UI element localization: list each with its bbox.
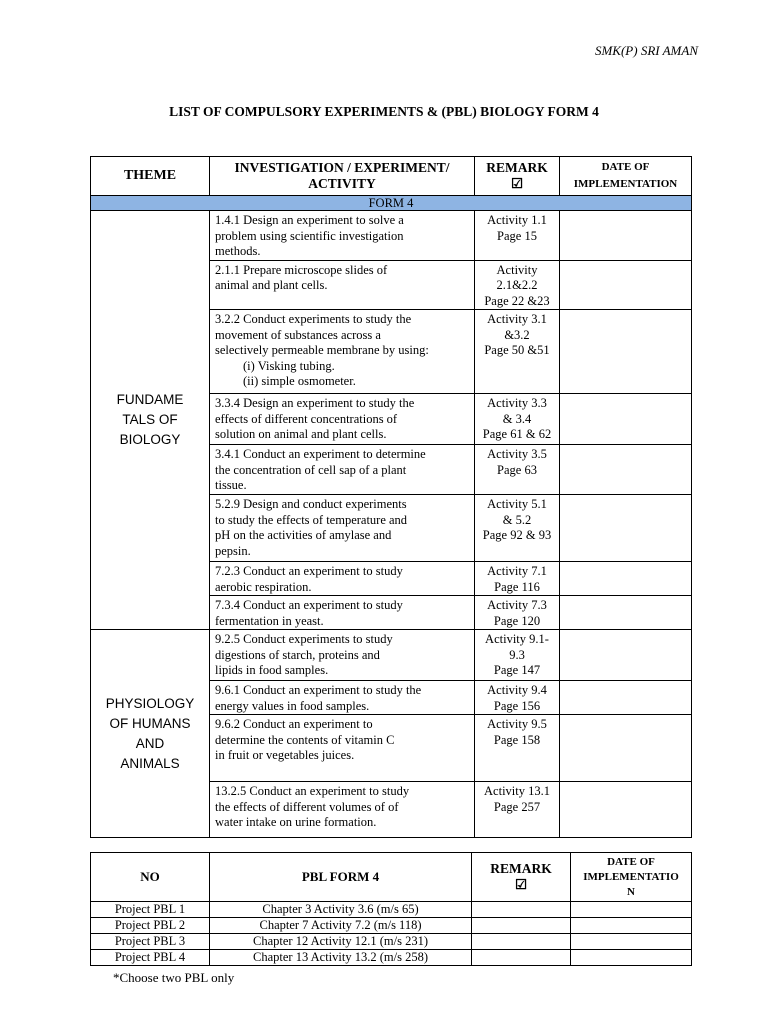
experiment-row — [91, 630, 692, 681]
document-title: LIST OF COMPULSORY EXPERIMENTS & (PBL) BIOLOGY FORM 4 — [169, 104, 599, 119]
investigation-line: 3.4.1 Conduct an experiment to determine — [215, 447, 426, 461]
date-header-line: IMPLEMENTATIO — [583, 870, 679, 883]
theme-header: THEME — [91, 157, 210, 196]
investigation-line: 9.2.5 Conduct experiments to study — [215, 632, 393, 646]
pbl-no-cell: Project PBL 2 — [91, 918, 210, 934]
investigation-cell — [210, 715, 475, 782]
school-name: SMK(P) SRI AMAN — [594, 43, 698, 58]
investigation-header-line: INVESTIGATION / EXPERIMENT/ — [234, 160, 450, 175]
date-header-line: IMPLEMENTATION — [573, 178, 678, 190]
experiments-table — [90, 156, 692, 838]
form-label: FORM 4 — [91, 196, 692, 211]
investigation-cell — [210, 260, 475, 310]
pbl-desc-cell: Chapter 3 Activity 3.6 (m/s 65) — [210, 902, 472, 918]
remark-line: Activity — [496, 262, 538, 277]
investigation-line: 9.6.2 Conduct an experiment to — [215, 717, 373, 731]
pbl-no-cell: Project PBL 1 — [91, 902, 210, 918]
pbl-row — [91, 934, 692, 950]
remark-line: Page 63 — [497, 462, 537, 477]
remark-line: Activity 7.1 — [487, 564, 547, 578]
date-cell[interactable] — [560, 394, 692, 445]
date-cell[interactable] — [560, 681, 692, 715]
theme-cell — [91, 211, 210, 630]
remark-line: Page 22 &23 — [484, 293, 550, 308]
investigation-cell — [210, 394, 475, 445]
pbl-no-cell: Project PBL 4 — [91, 950, 210, 966]
investigation-line: selectively permeable membrane by using: — [215, 343, 429, 357]
remark-line: Page 120 — [493, 613, 541, 628]
remark-line: Activity 3.5 — [487, 447, 547, 461]
remark-line: Activity 9.1- — [485, 632, 549, 646]
date-header-line: N — [627, 885, 635, 898]
pbl-desc-cell: Chapter 13 Activity 13.2 (m/s 258) — [210, 950, 472, 966]
remark-line: Activity 1.1 — [487, 213, 547, 227]
theme-line: FUNDAME — [116, 392, 184, 407]
investigation-line: determine the contents of vitamin C — [215, 732, 395, 747]
date-cell[interactable] — [560, 495, 692, 562]
remark-header-label: REMARK — [486, 160, 548, 175]
pbl-date-cell[interactable] — [571, 918, 692, 934]
investigation-subitem: (i) Visking tubing. — [243, 358, 335, 373]
investigation-cell — [210, 562, 475, 596]
pbl-row — [91, 902, 692, 918]
remark-line: Page 92 & 93 — [482, 528, 552, 542]
investigation-line: 7.2.3 Conduct an experiment to study — [215, 564, 403, 578]
checkbox-icon: ☑ — [514, 877, 528, 892]
pbl-date-cell[interactable] — [571, 902, 692, 918]
investigation-line: movement of substances across a — [215, 327, 381, 342]
pbl-row — [91, 918, 692, 934]
theme-line: OF HUMANS — [109, 715, 191, 731]
checkbox-icon: ☑ — [510, 176, 524, 191]
remark-cell — [475, 211, 560, 261]
investigation-subitem: (ii) simple osmometer. — [243, 374, 356, 388]
investigation-line: tissue. — [215, 478, 247, 492]
remark-cell — [475, 562, 560, 596]
pbl-row — [91, 950, 692, 966]
investigation-cell — [210, 782, 475, 838]
theme-line: TALS OF — [122, 412, 178, 427]
remark-header-label: REMARK — [490, 861, 552, 876]
remark-cell — [475, 445, 560, 495]
investigation-line: energy values in food samples. — [215, 698, 370, 713]
investigation-line: 5.2.9 Design and conduct experiments — [215, 497, 407, 511]
pbl-date-cell[interactable] — [571, 934, 692, 950]
remark-cell — [475, 495, 560, 562]
date-cell[interactable] — [560, 445, 692, 495]
investigation-line: lipids in food samples. — [215, 663, 329, 677]
pbl-desc-cell: Chapter 12 Activity 12.1 (m/s 231) — [210, 934, 472, 950]
remark-line: &3.2 — [504, 327, 530, 342]
investigation-line: pepsin. — [215, 543, 251, 558]
investigation-cell — [210, 211, 475, 261]
investigation-line: animal and plant cells. — [215, 278, 328, 292]
remark-line: Activity 9.4 — [487, 683, 547, 697]
investigation-line: fermentation in yeast. — [215, 613, 324, 628]
pbl-remark-header — [472, 853, 571, 902]
investigation-line: 2.1.1 Prepare microscope slides of — [215, 262, 388, 277]
date-header — [560, 157, 692, 196]
pbl-remark-cell[interactable] — [472, 902, 571, 918]
pbl-desc-cell: Chapter 7 Activity 7.2 (m/s 118) — [210, 918, 472, 934]
investigation-line: solution on animal and plant cells. — [215, 427, 387, 441]
investigation-line: problem using scientific investigation — [215, 228, 404, 243]
investigation-line: the effects of different volumes of of — [215, 799, 399, 814]
investigation-line: 7.3.4 Conduct an experiment to study — [215, 598, 403, 612]
remark-cell — [475, 715, 560, 782]
remark-line: Page 61 & 62 — [482, 427, 552, 441]
pbl-date-cell[interactable] — [571, 950, 692, 966]
remark-line: & 5.2 — [502, 512, 532, 527]
investigation-line: in fruit or vegetables juices. — [215, 748, 355, 762]
theme-line: AND — [135, 735, 165, 751]
theme-cell — [91, 630, 210, 838]
remark-line: 2.1&2.2 — [496, 278, 538, 292]
investigation-line: 3.3.4 Design an experiment to study the — [215, 396, 415, 410]
pbl-note: *Choose two PBL only — [113, 970, 235, 985]
pbl-remark-cell[interactable] — [472, 918, 571, 934]
remark-line: & 3.4 — [502, 411, 532, 426]
remark-line: Activity 13.1 — [484, 784, 550, 798]
theme-line: PHYSIOLOGY — [105, 695, 195, 711]
remark-cell — [475, 681, 560, 715]
date-cell[interactable] — [560, 562, 692, 596]
experiment-row — [91, 211, 692, 261]
remark-line: Page 147 — [493, 663, 541, 677]
remark-line: Page 156 — [493, 698, 541, 713]
investigation-line: methods. — [215, 244, 261, 258]
remark-cell — [475, 596, 560, 630]
date-cell[interactable] — [560, 211, 692, 261]
theme-line: ANIMALS — [120, 755, 180, 771]
investigation-line: 3.2.2 Conduct experiments to study the — [215, 312, 412, 326]
remark-line: Activity 9.5 — [487, 717, 547, 731]
theme-line: BIOLOGY — [119, 432, 181, 447]
remark-line: Activity 5.1 — [487, 497, 547, 511]
investigation-cell — [210, 495, 475, 562]
investigation-header-line: ACTIVITY — [308, 176, 376, 191]
pbl-header-row — [91, 853, 692, 902]
investigation-line: 13.2.5 Conduct an experiment to study — [215, 784, 410, 798]
remark-cell — [475, 310, 560, 394]
remark-line: 9.3 — [509, 647, 525, 662]
experiments-header-row — [91, 157, 692, 196]
date-cell[interactable] — [560, 630, 692, 681]
investigation-cell — [210, 310, 475, 394]
form-row — [91, 196, 692, 211]
investigation-cell — [210, 445, 475, 495]
pbl-date-header — [571, 853, 692, 902]
investigation-line: the concentration of cell sap of a plant — [215, 462, 407, 477]
investigation-line: water intake on urine formation. — [215, 815, 377, 829]
investigation-line: to study the effects of temperature and — [215, 512, 408, 527]
remark-line: Activity 7.3 — [487, 598, 547, 612]
remark-line: Page 257 — [493, 799, 541, 814]
remark-line: Page 15 — [497, 228, 537, 243]
date-header-line: DATE OF — [607, 855, 655, 868]
date-cell[interactable] — [560, 596, 692, 630]
pbl-form-header: PBL FORM 4 — [210, 853, 472, 902]
date-cell[interactable] — [560, 715, 692, 782]
remark-line: Page 158 — [493, 732, 541, 747]
investigation-line: pH on the activities of amylase and — [215, 528, 392, 542]
no-header: NO — [91, 853, 210, 902]
pbl-table — [90, 852, 692, 966]
investigation-header — [210, 157, 475, 196]
remark-cell — [475, 782, 560, 838]
pbl-remark-cell[interactable] — [472, 934, 571, 950]
remark-cell — [475, 630, 560, 681]
investigation-line: 9.6.1 Conduct an experiment to study the — [215, 683, 422, 697]
date-header-line: DATE OF — [601, 161, 650, 173]
date-cell[interactable] — [560, 260, 692, 310]
pbl-remark-cell[interactable] — [472, 950, 571, 966]
pbl-no-cell: Project PBL 3 — [91, 934, 210, 950]
remark-line: Activity 3.1 — [487, 312, 547, 326]
remark-line: Page 116 — [494, 579, 540, 594]
remark-header — [475, 157, 560, 196]
investigation-line: effects of different concentrations of — [215, 411, 398, 426]
remark-line: Activity 3.3 — [487, 396, 547, 410]
remark-cell — [475, 394, 560, 445]
remark-line: Page 50 &51 — [484, 343, 550, 357]
investigation-line: 1.4.1 Design an experiment to solve a — [215, 213, 404, 227]
investigation-cell — [210, 630, 475, 681]
remark-cell — [475, 260, 560, 310]
investigation-cell — [210, 681, 475, 715]
date-cell[interactable] — [560, 310, 692, 394]
date-cell[interactable] — [560, 782, 692, 838]
investigation-line: aerobic respiration. — [215, 579, 312, 594]
investigation-cell — [210, 596, 475, 630]
investigation-line: digestions of starch, proteins and — [215, 647, 380, 662]
